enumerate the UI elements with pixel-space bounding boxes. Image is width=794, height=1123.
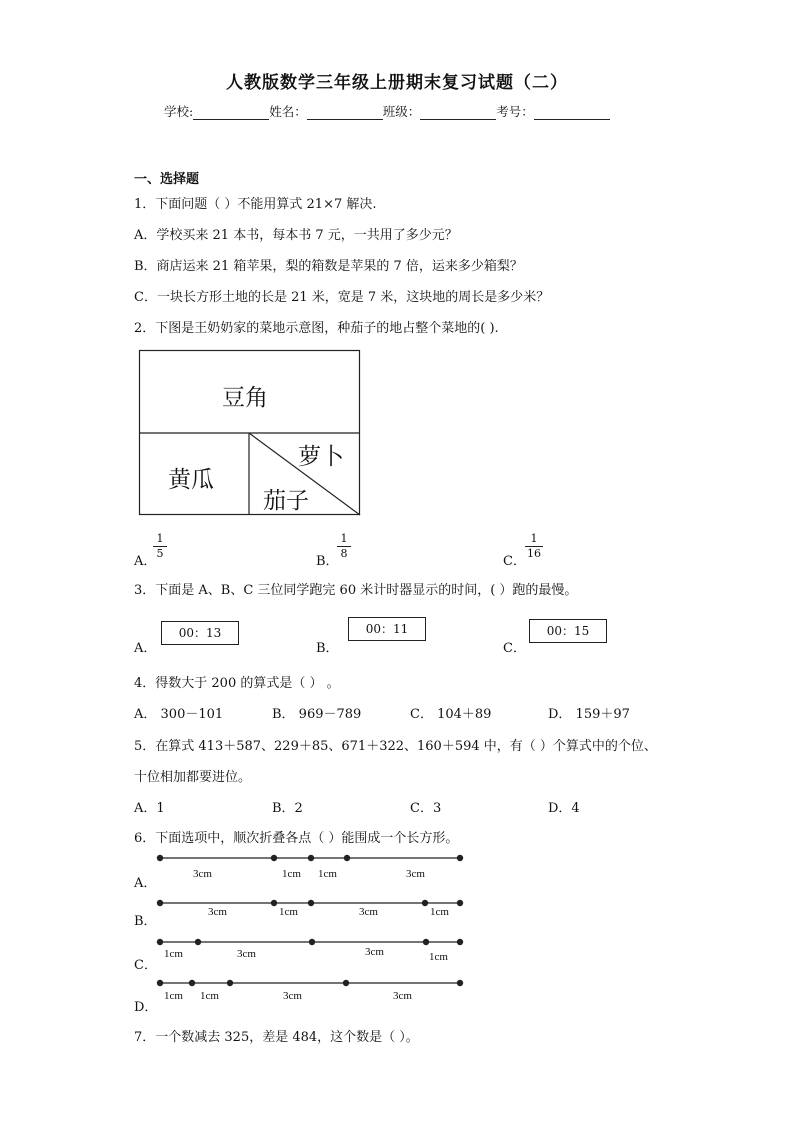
class-blank[interactable] xyxy=(420,105,496,120)
question-4-option-c[interactable]: C． 104＋89 xyxy=(410,707,492,722)
question-5-stem-continued: 十位相加都要进位。 xyxy=(134,770,252,785)
question-6-option-b-label[interactable]: B． xyxy=(134,914,157,929)
question-4-option-a[interactable]: A． 300－101 xyxy=(134,707,224,722)
question-4-stem: 4．得数大于 200 的算式是（ ） 。 xyxy=(134,676,340,691)
segment-label: 3cm xyxy=(359,906,378,918)
question-1-option-b[interactable]: B．商店运来 21 箱苹果，梨的箱数是苹果的 7 倍，运来多少箱梨？ xyxy=(134,259,523,274)
point xyxy=(157,855,163,861)
segment-line-d xyxy=(150,978,470,990)
point xyxy=(309,939,315,945)
point xyxy=(344,855,350,861)
beans-label: 豆角 xyxy=(222,385,268,411)
point xyxy=(157,980,163,986)
number-label: 考号： xyxy=(496,104,534,119)
point xyxy=(423,939,429,945)
point xyxy=(457,900,463,906)
question-1-option-a[interactable]: A．学校买来 21 本书，每本书 7 元，一共用了多少元？ xyxy=(134,228,458,243)
question-3-option-b-label[interactable]: B． xyxy=(316,641,339,656)
point xyxy=(343,980,349,986)
question-5-option-d[interactable]: D．4 xyxy=(548,801,580,816)
segment-line-a xyxy=(150,853,470,865)
question-5-option-a[interactable]: A．1 xyxy=(134,801,165,816)
point xyxy=(195,939,201,945)
segment-label: 3cm xyxy=(208,906,227,918)
question-2-option-c-label[interactable]: C． xyxy=(503,554,526,569)
segment-label: 1cm xyxy=(200,990,219,1002)
name-label: 姓名： xyxy=(269,104,307,119)
question-6-option-c-label[interactable]: C． xyxy=(134,958,157,973)
point xyxy=(271,855,277,861)
timer-display-b: 00：11 xyxy=(348,617,426,641)
section-heading: 一、选择题 xyxy=(134,172,200,187)
question-4-option-b[interactable]: B． 969－789 xyxy=(272,707,362,722)
question-1-stem: 1．下面问题（ ）不能用算式 21×7 解决. xyxy=(134,197,377,212)
fraction-one-sixteenth: 1 16 xyxy=(527,532,541,560)
number-blank[interactable] xyxy=(534,105,610,120)
question-6-stem: 6．下面选项中，顺次折叠各点（ ）能围成一个长方形。 xyxy=(134,831,459,846)
name-blank[interactable] xyxy=(307,105,383,120)
segment-label: 1cm xyxy=(318,868,337,880)
segment-label: 3cm xyxy=(237,948,256,960)
segment-label: 3cm xyxy=(406,868,425,880)
segment-label: 1cm xyxy=(279,906,298,918)
question-3-option-a-label[interactable]: A． xyxy=(134,641,157,656)
student-info-row xyxy=(164,102,610,120)
question-5-option-b[interactable]: B．2 xyxy=(272,801,303,816)
point xyxy=(457,855,463,861)
question-6-option-a-label[interactable]: A． xyxy=(134,876,157,891)
question-3-stem: 3．下面是 A、B、C 三位同学跑完 60 米计时器显示的时间，( ）跑的最慢。 xyxy=(134,583,578,598)
segment-label: 3cm xyxy=(365,946,384,958)
cucumber-label: 黄瓜 xyxy=(168,467,214,493)
segment-label: 3cm xyxy=(393,990,412,1002)
point xyxy=(271,900,277,906)
question-2-option-b-label[interactable]: B． xyxy=(316,554,339,569)
segment-label: 1cm xyxy=(430,906,449,918)
question-5-option-c[interactable]: C．3 xyxy=(410,801,442,816)
class-label: 班级： xyxy=(382,104,421,119)
radish-label: 萝卜 xyxy=(298,444,344,470)
eggplant-label: 茄子 xyxy=(263,488,309,514)
point xyxy=(157,900,163,906)
point xyxy=(457,980,463,986)
question-1-option-c[interactable]: C．一块长方形土地的长是 21 米，宽是 7 米，这块地的周长是多少米？ xyxy=(134,290,550,305)
question-5-stem: 5．在算式 413＋587、229＋85、671＋322、160＋594 中，有（ ）个算式中的个位、 xyxy=(134,739,657,754)
question-7-stem: 7．一个数减去 325，差是 484，这个数是（ ）。 xyxy=(134,1030,419,1045)
point xyxy=(457,939,463,945)
school-label: 学校: xyxy=(164,104,194,119)
point xyxy=(227,980,233,986)
segment-label: 1cm xyxy=(164,948,183,960)
school-blank[interactable] xyxy=(193,105,269,120)
fraction-one-eighth: 1 8 xyxy=(337,533,351,560)
question-3-option-c-label[interactable]: C． xyxy=(503,641,526,656)
fraction-one-fifth: 1 5 xyxy=(153,533,167,560)
point xyxy=(422,900,428,906)
question-6-option-d-label[interactable]: D． xyxy=(134,1000,158,1015)
point xyxy=(308,900,314,906)
segment-label: 1cm xyxy=(164,990,183,1002)
segment-line-c xyxy=(150,937,470,949)
segment-line-b xyxy=(150,898,470,910)
timer-display-a: 00：13 xyxy=(161,621,239,645)
segment-label: 1cm xyxy=(282,868,301,880)
point xyxy=(189,980,195,986)
page-title: 人教版数学三年级上册期末复习试题（二） xyxy=(226,73,568,93)
point xyxy=(157,939,163,945)
segment-label: 1cm xyxy=(429,951,448,963)
question-4-option-d[interactable]: D． 159＋97 xyxy=(548,707,630,722)
segment-label: 3cm xyxy=(193,868,212,880)
question-2-option-a-label[interactable]: A． xyxy=(134,554,157,569)
timer-display-c: 00：15 xyxy=(529,619,607,643)
question-2-stem: 2．下图是王奶奶家的菜地示意图，种茄子的地占整个菜地的( ). xyxy=(134,321,499,336)
segment-label: 3cm xyxy=(283,990,302,1002)
point xyxy=(308,855,314,861)
